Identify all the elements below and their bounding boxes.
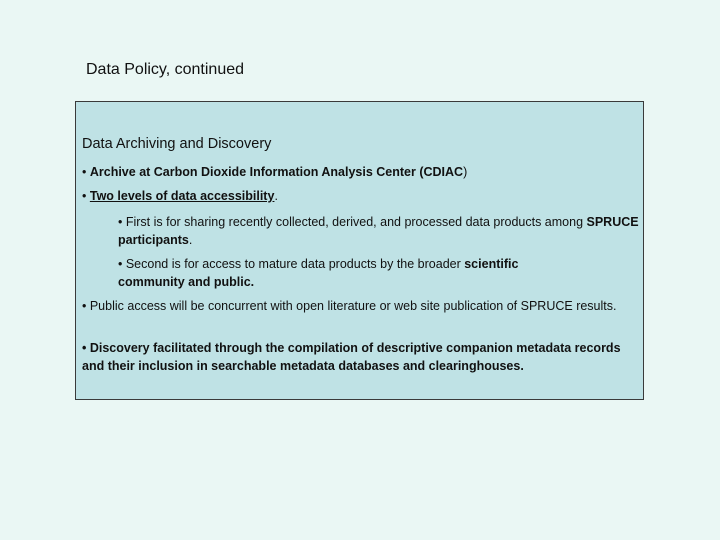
sub-bullet-public [118,255,588,291]
bullet-cdiac-text: Archive at Carbon Dioxide Information Analysis Center (CDIAC [89,165,464,179]
bullet-public-access: • Public access will be concurrent with open literature or web site publication of SPRUCE results. [82,299,617,313]
bullet-cdiac [82,163,637,181]
section-heading: Data Archiving and Discovery [82,136,272,152]
bullet-accessibility-tail: . [274,189,278,203]
bullet-marker: • [82,189,90,203]
slide-title-suffix: , continued [165,61,245,78]
slide-title-main: Data Policy [86,61,166,78]
sub-bullet-participants-tail: . [188,233,193,247]
slide-title [86,61,244,79]
bullet-cdiac-tail: ) [463,165,468,179]
bullet-accessibility [82,187,637,205]
sub-bullet-participants [118,213,642,249]
sub-bullet-public-bold: scientific community and public. [118,257,519,289]
sub-bullet-participants-bold: SPRUCE participants [118,215,639,247]
sub-bullet-participants-text: • First is for sharing recently collected, derived, and processed data products among [118,215,587,229]
sub-bullet-public-text: • Second is for access to mature data products by the broader [118,257,465,271]
bullet-accessibility-text: Two levels of data accessibility [89,189,275,203]
bullet-discovery: • Discovery facilitated through the compilation of descriptive companion metadata records and their inclusion in searchable metadata databases and clearinghouses. [82,341,621,373]
bullet-marker: • [82,165,90,179]
